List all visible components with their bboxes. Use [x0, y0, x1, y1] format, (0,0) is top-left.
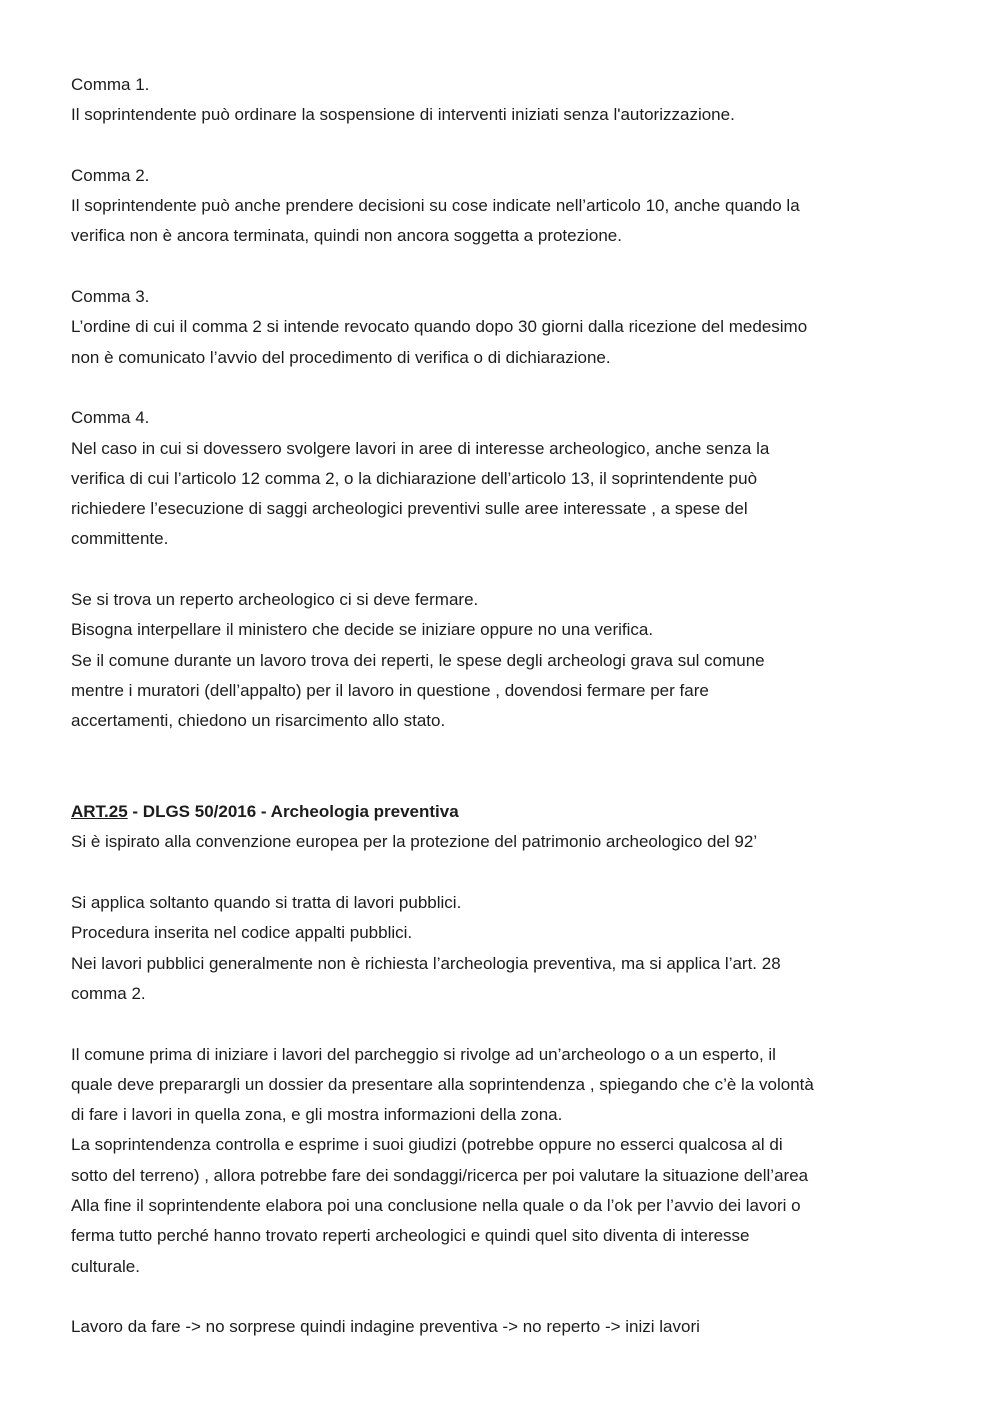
- comune-line: La soprintendenza controlla e esprime i suoi giudizi (potrebbe oppure no esserci qualcosa al di: [71, 1135, 783, 1155]
- comma-2-title: Comma 2.: [71, 165, 150, 185]
- comma-3-line: non è comunicato l’avvio del procedimento di verifica o di dichiarazione.: [71, 347, 611, 367]
- comune-line: Il comune prima di iniziare i lavori del parcheggio si rivolge ad un’archeologo o a un esperto, il: [71, 1044, 776, 1064]
- art25-intro: Si è ispirato alla convenzione europea per la protezione del patrimonio archeologico del 92’: [71, 832, 758, 852]
- comma-3-line: L’ordine di cui il comma 2 si intende revocato quando dopo 30 giorni dalla ricezione del medesimo: [71, 317, 808, 337]
- reperto-line: Se il comune durante un lavoro trova dei reperti, le spese degli archeologi grava sul comune: [71, 650, 765, 670]
- comune-line: ferma tutto perché hanno trovato reperti archeologici e quindi quel sito diventa di interesse: [71, 1226, 750, 1246]
- comune-line: culturale.: [71, 1256, 140, 1276]
- comune-line: di fare i lavori in quella zona, e gli mostra informazioni della zona.: [71, 1105, 563, 1125]
- comma-1-line: Il soprintendente può ordinare la sospensione di interventi iniziati senza l'autorizzazione.: [71, 105, 735, 125]
- art25-heading: [71, 797, 940, 827]
- comma-1-section: [71, 70, 940, 131]
- reperto-section: [71, 585, 940, 736]
- comma-4-line: Nel caso in cui si dovessero svolgere lavori in aree di interesse archeologico, anche senza la: [71, 438, 770, 458]
- reperto-line: Se si trova un reperto archeologico ci si deve fermare.: [71, 590, 479, 610]
- art25-section: [71, 797, 940, 858]
- applica-line: Nei lavori pubblici generalmente non è richiesta l’archeologia preventiva, ma si applica l’art. 28: [71, 953, 781, 973]
- flow-line: Lavoro da fare -> no sorprese quindi indagine preventiva -> no reperto -> inizi lavori: [71, 1317, 700, 1337]
- art25-heading-rest: - DLGS 50/2016 - Archeologia preventiva: [127, 802, 459, 822]
- art25-link[interactable]: ART.25: [71, 802, 128, 822]
- comma-2-line: verifica non è ancora terminata, quindi non ancora soggetta a protezione.: [71, 226, 622, 246]
- comune-line: quale deve preparargli un dossier da presentare alla soprintendenza , spiegando che c’è la volontà: [71, 1074, 814, 1094]
- reperto-line: Bisogna interpellare il ministero che decide se iniziare oppure no una verifica.: [71, 620, 654, 640]
- applica-line: comma 2.: [71, 983, 146, 1003]
- comma-2-line: Il soprintendente può anche prendere decisioni su cose indicate nell’articolo 10, anche quando la: [71, 196, 800, 216]
- comune-section: [71, 1040, 940, 1282]
- comma-4-line: committente.: [71, 529, 169, 549]
- comma-1-title: Comma 1.: [71, 75, 150, 94]
- comma-3-title: Comma 3.: [71, 287, 150, 307]
- reperto-line: mentre i muratori (dell’appalto) per il lavoro in questione , dovendosi fermare per fare: [71, 680, 709, 700]
- comma-4-line: verifica di cui l’articolo 12 comma 2, o la dichiarazione dell’articolo 13, il soprintendente può: [71, 468, 758, 488]
- comma-2-section: [71, 161, 940, 252]
- comma-4-title: Comma 4.: [71, 408, 150, 428]
- applica-section: [71, 888, 940, 1009]
- applica-line: Si applica soltanto quando si tratta di lavori pubblici.: [71, 893, 462, 913]
- comune-line: Alla fine il soprintendente elabora poi una conclusione nella quale o da l’ok per l’avvio dei lavori o: [71, 1195, 801, 1215]
- comune-line: sotto del terreno) , allora potrebbe fare dei sondaggi/ricerca per poi valutare la situazione dell’area: [71, 1165, 809, 1185]
- comma-4-line: richiedere l’esecuzione di saggi archeologici preventivi sulle aree interessate , a spese del: [71, 499, 748, 519]
- reperto-line: accertamenti, chiedono un risarcimento allo stato.: [71, 711, 446, 731]
- applica-line: Procedura inserita nel codice appalti pubblici.: [71, 923, 413, 943]
- flow-section: [71, 1312, 940, 1342]
- comma-4-section: [71, 403, 940, 554]
- comma-3-section: [71, 282, 940, 373]
